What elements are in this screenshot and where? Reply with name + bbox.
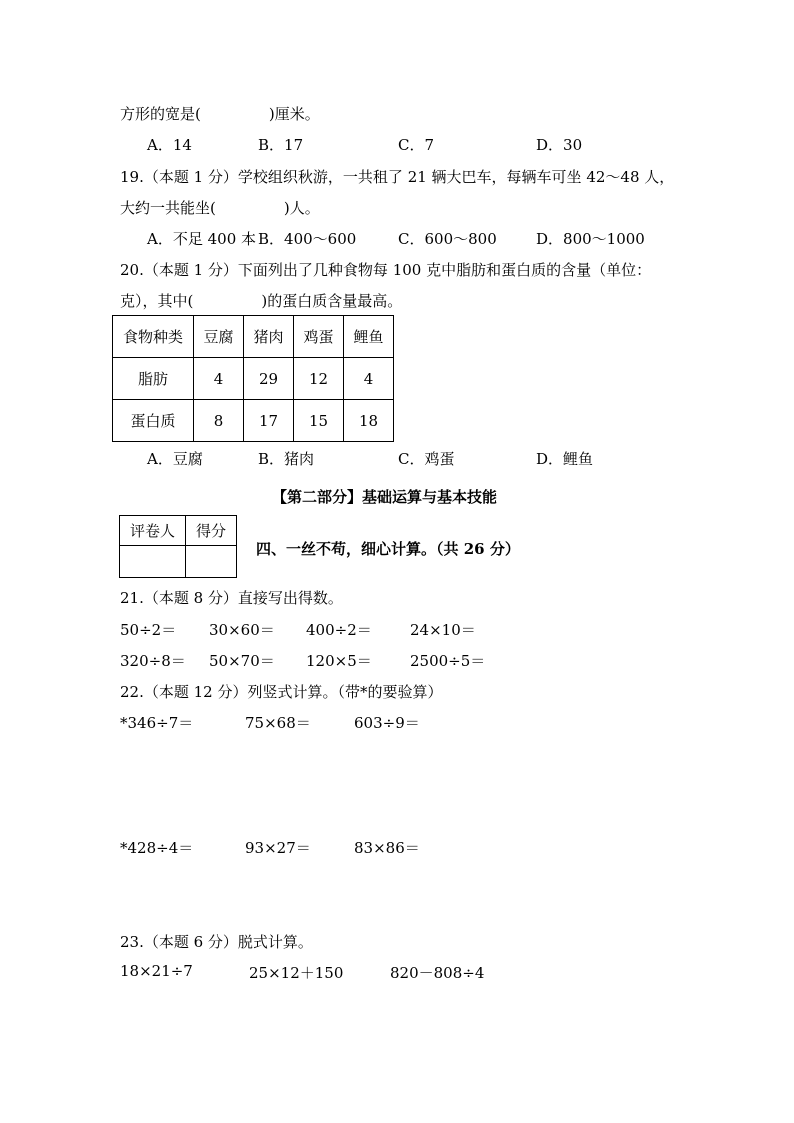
grader-entry-cell[interactable] [120,546,186,578]
q18-text-start: 方形的宽是( [120,105,201,123]
q18-option-c[interactable]: C．7 [398,136,435,154]
table-header-cell: 鲤鱼 [344,316,394,358]
q21-item: 50×70＝ [209,652,275,670]
section4-title: 四、一丝不苟，细心计算。（共 26 分） [256,540,520,558]
q22-title: 22.（本题 12 分）列竖式计算。（带*的要验算） [120,683,443,701]
q21-item: 400÷2＝ [306,621,372,639]
score-label: 得分 [186,516,237,546]
score-box [119,515,237,578]
q19-stem-line2 [120,197,320,218]
table-row [113,400,394,442]
table-cell: 15 [294,400,344,442]
q21-item: 50÷2＝ [120,621,177,639]
table-cell: 18 [344,400,394,442]
table-header-cell: 猪肉 [244,316,294,358]
table-cell: 4 [194,358,244,400]
q18-option-d[interactable]: D．30 [536,136,583,154]
score-entry-cell[interactable] [186,546,237,578]
q20-option-b[interactable]: B．猪肉 [258,450,315,468]
table-header-row [113,316,394,358]
q22-item: 93×27＝ [245,839,311,857]
q21-item: 24×10＝ [410,621,476,639]
food-nutrition-table [112,315,394,442]
table-cell: 4 [344,358,394,400]
q22-item: 83×86＝ [354,839,420,857]
q20-text-start: 克），其中( [120,292,194,310]
q18-option-a[interactable]: A．14 [147,136,192,154]
q22-item: *428÷4＝ [120,839,194,857]
q23-item: 25×12＋150 [249,964,344,982]
q18-continuation [120,103,320,124]
q22-item: 603÷9＝ [354,714,420,732]
q19-text-start: 大约一共能坐( [120,199,216,217]
q18-option-b[interactable]: B．17 [258,136,304,154]
q20-stem-line1: 20.（本题 1 分）下面列出了几种食物每 100 克中脂肪和蛋白质的含量（单位： [120,261,652,279]
q20-option-d[interactable]: D．鲤鱼 [536,450,594,468]
table-cell: 脂肪 [113,358,194,400]
q19-text-end: )人。 [283,199,320,217]
q21-title: 21.（本题 8 分）直接写出得数。 [120,589,343,607]
q18-text-end: )厘米。 [268,105,320,123]
q22-item: 75×68＝ [245,714,311,732]
table-header-cell: 食物种类 [113,316,194,358]
q19-option-a[interactable]: A．不足 400 本 [147,230,256,248]
table-cell: 12 [294,358,344,400]
q22-item: *346÷7＝ [120,714,194,732]
q21-item: 30×60＝ [209,621,275,639]
q23-item: 820－808÷4 [390,964,485,982]
table-cell: 29 [244,358,294,400]
q19-option-c[interactable]: C．600～800 [398,230,497,248]
q23-title: 23.（本题 6 分）脱式计算。 [120,933,313,951]
grader-label: 评卷人 [120,516,186,546]
table-row [113,358,394,400]
q20-stem-line2 [120,290,402,311]
q21-item: 2500÷5＝ [410,652,486,670]
q21-item: 320÷8＝ [120,652,186,670]
score-box-header-row [120,516,237,546]
q20-text-end: )的蛋白质含量最高。 [261,292,403,310]
q19-option-d[interactable]: D．800～1000 [536,230,645,248]
q21-item: 120×5＝ [306,652,372,670]
table-header-cell: 鸡蛋 [294,316,344,358]
q23-item: 18×21÷7 [120,962,193,980]
q20-option-a[interactable]: A．豆腐 [147,450,203,468]
q19-stem-line1: 19.（本题 1 分）学校组织秋游，一共租了 21 辆大巴车，每辆车可坐 42～48 人， [120,168,675,186]
table-cell: 17 [244,400,294,442]
table-cell: 蛋白质 [113,400,194,442]
table-header-cell: 豆腐 [194,316,244,358]
table-cell: 8 [194,400,244,442]
q20-option-c[interactable]: C．鸡蛋 [398,450,455,468]
score-box-entry-row [120,546,237,578]
q19-option-b[interactable]: B．400～600 [258,230,357,248]
part2-title: 【第二部分】基础运算与基本技能 [272,488,498,506]
